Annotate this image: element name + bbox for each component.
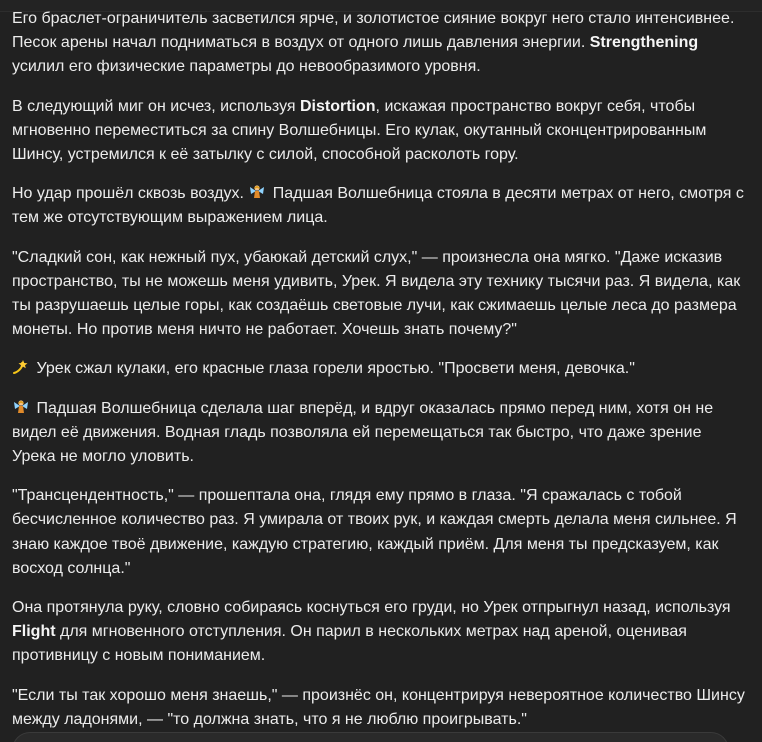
paragraph-text: усилил его физические параметры до невообразимого уровня. [12, 58, 481, 76]
paragraph-text: Она протянула руку, словно собираясь коснуться его груди, но Урек отпрыгнул назад, используя [12, 599, 731, 617]
paragraph-text: Падшая Волшебница стояла в десяти метрах от него, смотря с тем же отсутствующим выражением лица. [12, 185, 744, 227]
fairy-emoji-icon [248, 185, 268, 202]
story-paragraph [12, 7, 748, 80]
paragraph-text: "Сладкий сон, как нежный пух, убаюкай детский слух," — произнесла она мягко. "Даже исказив пространство, ты не можешь меня удивить, Урек. Я видела эту технику тысячи раз. Я видела, как ты разрушаешь целые горы, как создаёшь световые лучи, как сжимаешь целые леса до размера монеты. Но против меня ничто не работает. Хочешь знать почему?" [12, 248, 741, 339]
paragraph-text: "Трансцендентность," — прошептала она, глядя ему прямо в глаза. "Я сражалась с тобой бесчисленное количество раз. Я умирала от твоих рук, и каждая смерть делала меня сильнее. Я знаю каждое твоё движение, каждую стратегию, каждый приём. Для меня ты предсказуем, как восход солнца." [12, 487, 737, 577]
paragraph-text: , искажая пространство вокруг себя, чтобы мгновенно переместиться за спину Волшебницы. Его кулак, окутанный сконцентрированным Шинсу, устремился к её затылку с силой, способной расколоть гору. [12, 97, 707, 164]
paragraph-text: "Если ты так хорошо меня знаешь," — произнёс он, концентрируя невероятное количество Шинсу между ладонями, — "то должна знать, что я не люблю проигрывать." [12, 686, 745, 728]
paragraph-text: В следующий миг он исчез, используя [12, 97, 300, 115]
paragraph-text: для мгновенного отступления. Он парил в нескольких метрах над ареной, оценивая противницу с новым пониманием. [12, 623, 687, 665]
story-paragraph [12, 484, 748, 581]
fairy-emoji-icon [12, 400, 32, 417]
paragraph-text: Но удар прошёл сквозь воздух. [12, 185, 249, 203]
story-paragraph [12, 397, 748, 470]
skill-name: Strengthening [589, 34, 699, 52]
skill-name: Flight [12, 623, 56, 641]
paragraph-text: Падшая Волшебница сделала шаг вперёд, и вдруг оказалась прямо перед ним, хотя он не видел её движения. Водная гладь позволяла ей перемещаться так быстро, что даже зрение Урека не могло уловить. [12, 399, 714, 466]
story-paragraph [12, 357, 748, 381]
paragraph-text: Его браслет-ограничитель засветился ярче, и золотистое сияние вокруг него стало интенсивнее. Песок арены начал подниматься в воздух от одного лишь давления энергии. [12, 10, 735, 52]
story-paragraph [12, 596, 748, 669]
story-paragraph [12, 95, 748, 168]
dizzy-emoji-icon [12, 360, 32, 377]
story-paragraph [12, 182, 748, 230]
message-content [12, 7, 748, 742]
story-paragraph [12, 246, 748, 343]
story-paragraph [12, 684, 748, 732]
paragraph-text: Урек сжал кулаки, его красные глаза горели яростью. "Просвети меня, девочка." [32, 360, 635, 378]
skill-name: Distortion [300, 97, 376, 115]
message-input-box[interactable] [12, 732, 729, 742]
